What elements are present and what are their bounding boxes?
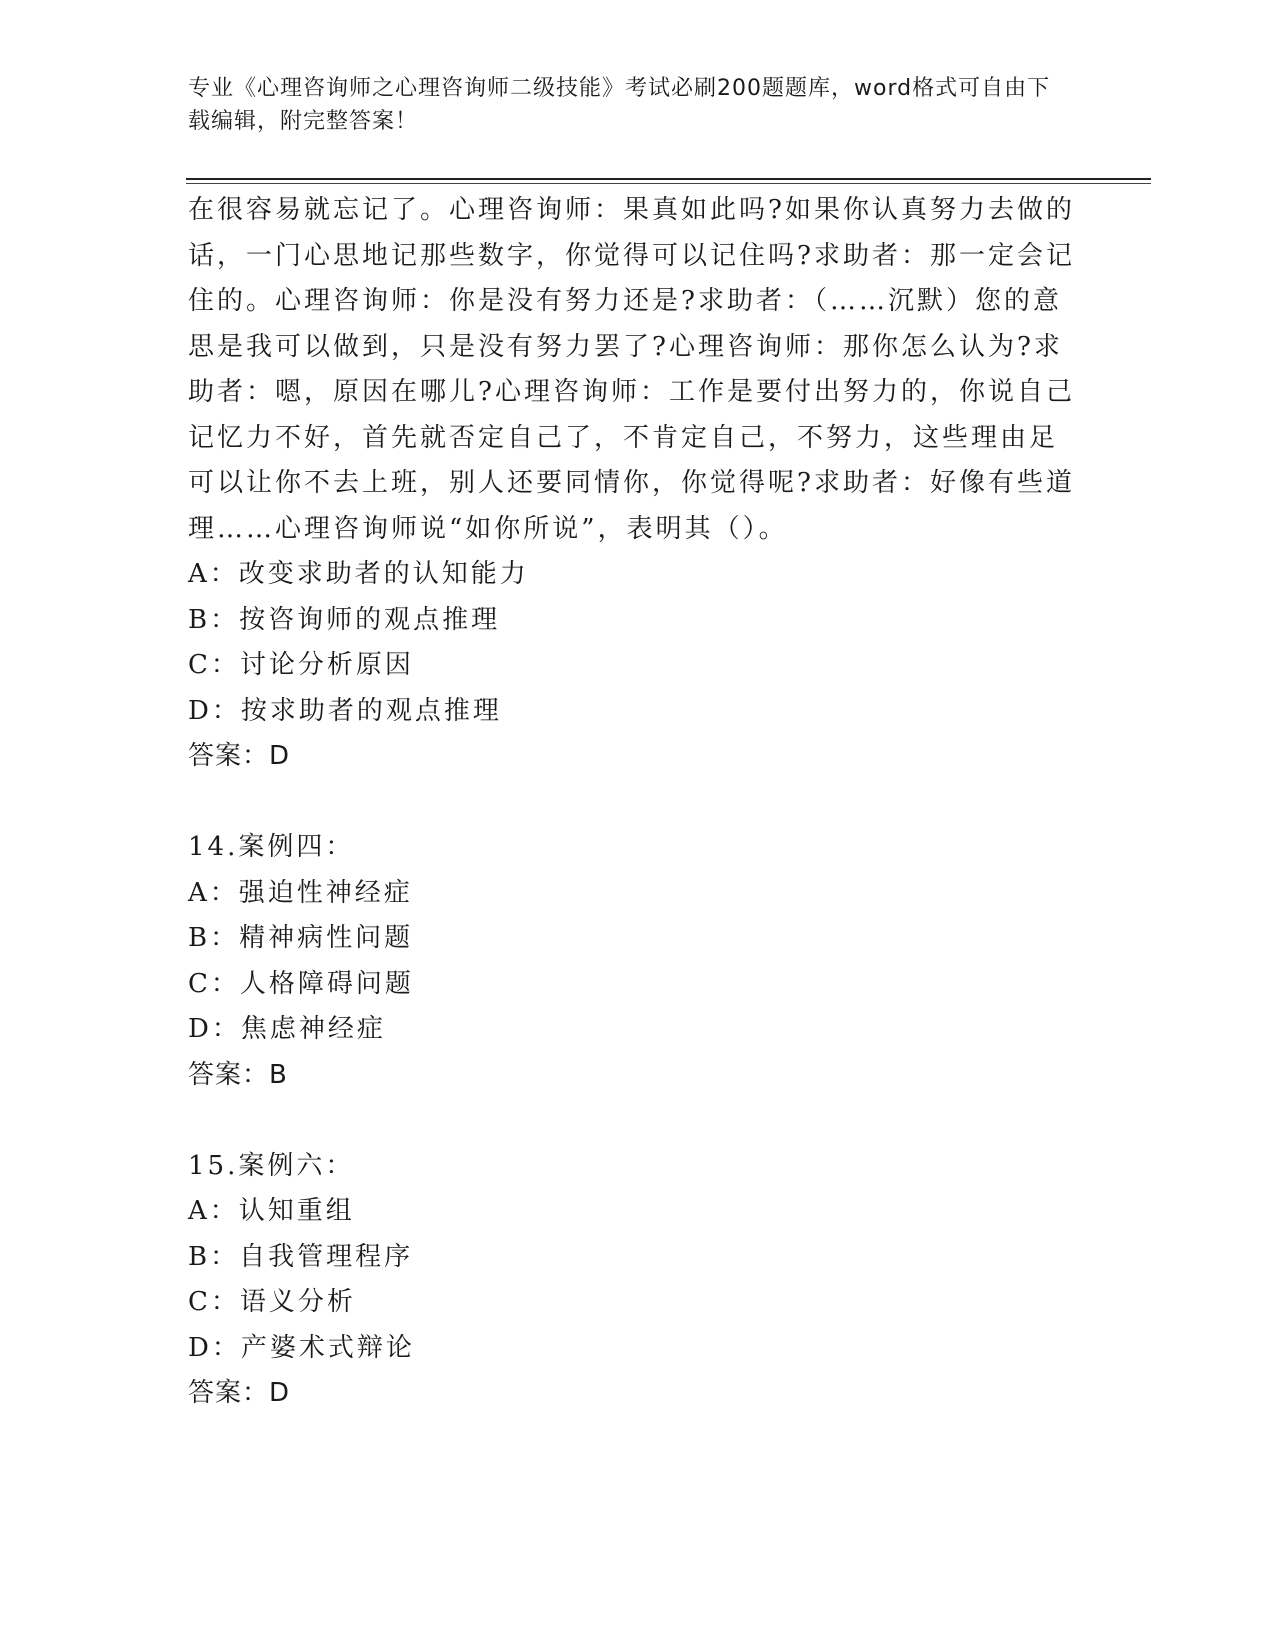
header-rule-thin bbox=[186, 183, 1151, 184]
question-14-option-a: A：强迫性神经症 bbox=[188, 877, 413, 908]
question-13-answer: 答案：D bbox=[188, 741, 291, 771]
question-14-title: 14.案例四： bbox=[188, 832, 355, 862]
question-14-answer: 答案：B bbox=[188, 1059, 288, 1090]
question-15-answer: 答案：D bbox=[188, 1378, 291, 1408]
question-14-option-b: B：精神病性问题 bbox=[188, 923, 414, 953]
question-13-option-d: D：按求助者的观点推理 bbox=[188, 695, 502, 726]
question-15-option-b: B：自我管理程序 bbox=[188, 1241, 414, 1272]
question-15-option-c: C：语义分析 bbox=[188, 1287, 356, 1317]
header-rule-thick bbox=[186, 178, 1151, 180]
document-header: 专业《心理咨询师之心理咨询师二级技能》考试必刷200题题库，word格式可自由下载编辑，附完整答案！ bbox=[188, 76, 1051, 134]
spacer bbox=[188, 1098, 1078, 1144]
question-15-option-d: D：产婆术式辩论 bbox=[188, 1332, 415, 1363]
question-14-option-d: D：焦虑神经症 bbox=[188, 1014, 386, 1044]
spacer bbox=[188, 780, 1078, 826]
question-13-option-a: A：改变求助者的认知能力 bbox=[188, 559, 529, 589]
question-15-option-a: A：认知重组 bbox=[188, 1196, 355, 1226]
question-13-text: 在很容易就忘记了。心理咨询师：果真如此吗?如果你认真努力去做的话，一门心思地记那些数字，你觉得可以记住吗?求助者：那一定会记住的。心理咨询师：你是没有努力还是?求助者：（……沉默）您的意思是我可以做到，只是没有努力罢了?心理咨询师：那你怎么认为?求助者：嗯，原因在哪儿?心理咨询师：工作是要付出努力的，你说自己记忆力不好，首先就否定自己了，不肯定自己，不努力，这些理由足可以让你不去上班，别人还要同情你，你觉得呢?求助者：好像有些道理……心理咨询师说“如你所说”，表明其（）。 bbox=[188, 195, 1075, 544]
question-15-title: 15.案例六： bbox=[188, 1150, 355, 1181]
question-13-option-c: C：讨论分析原因 bbox=[188, 650, 414, 680]
document-body bbox=[188, 188, 1078, 1417]
question-14-option-c: C：人格障碍问题 bbox=[188, 968, 414, 999]
question-13-option-b: B：按咨询师的观点推理 bbox=[188, 604, 501, 635]
